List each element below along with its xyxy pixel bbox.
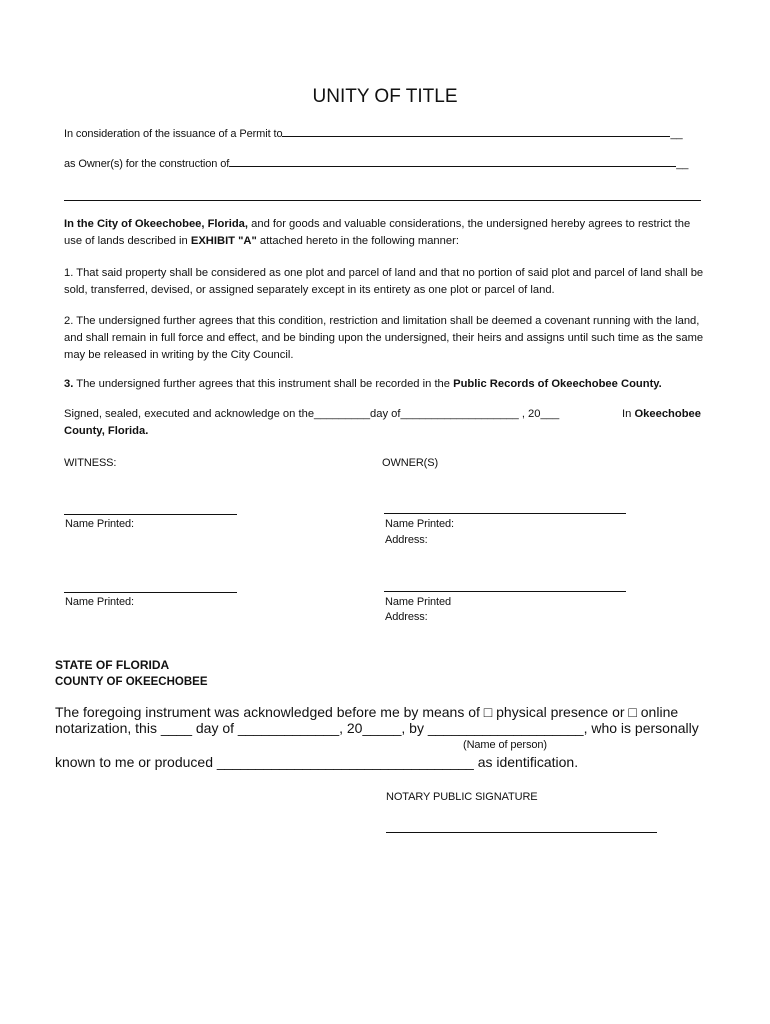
page-title: UNITY OF TITLE (312, 86, 458, 107)
owner-label: OWNER(S) (382, 457, 439, 469)
signed-line[interactable]: Signed, sealed, executed and acknowledge on the_________day of___________________ , 20___ (64, 408, 560, 420)
public-records: Public Records of Okeechobee County. (453, 378, 662, 390)
permit-label: In consideration of the issuance of a Permit to (64, 128, 283, 140)
signed-city: Okeechobee (634, 408, 701, 420)
owner-signature-line-2[interactable] (384, 591, 626, 592)
state-heading: STATE OF FLORIDA (55, 658, 170, 672)
witness-name-printed-2: Name Printed: (65, 596, 135, 608)
notary-line-2[interactable]: notarization, this ____ day of _____________, 20_____, by ____________________, who is personally (55, 720, 699, 736)
construction-blank[interactable] (229, 155, 676, 167)
intro-end: attached hereto in the following manner: (256, 235, 459, 247)
signed-in: In (622, 408, 635, 420)
item-3 (64, 376, 704, 393)
intro-paragraph (64, 216, 704, 250)
item-2: 2. The undersigned further agrees that this condition, restriction and limitation shall be deemed a covenant running with the land, and shall remain in full force and effect, and be binding upon the undersigned, their heirs and assigns until such time as the same may be released in writing by the City Council. (64, 315, 704, 361)
intro-text: and for goods and valuable considerations, the undersigned hereby agrees to restrict the use of lands described in (64, 218, 691, 247)
exhibit-label: EXHIBIT "A" (190, 235, 257, 247)
notary-signature-line[interactable] (386, 832, 657, 833)
construction-label: as Owner(s) for the construction of (64, 158, 230, 170)
permit-tail: __ (670, 128, 683, 140)
item-3-text: The undersigned further agrees that this instrument shall be recorded in the (73, 378, 454, 390)
witness-signature-line-1[interactable] (64, 514, 237, 515)
item-3-number: 3. (64, 378, 74, 390)
permit-blank[interactable] (282, 125, 670, 137)
notary-line-1: The foregoing instrument was acknowledged before me by means of □ physical presence or □ online (55, 704, 679, 720)
owner-address-2: Address: (385, 611, 428, 623)
owner-name-printed-1: Name Printed: (385, 518, 455, 530)
signed-county: County, Florida. (64, 425, 149, 437)
permit-line (64, 125, 683, 140)
notary-signature-label: NOTARY PUBLIC SIGNATURE (386, 791, 538, 803)
construction-line (64, 155, 688, 170)
witness-signature-line-2[interactable] (64, 592, 237, 593)
notary-line-3[interactable]: known to me or produced _________________________________ as identification. (55, 754, 579, 770)
city-name: In the City of Okeechobee, Florida, (64, 218, 249, 230)
construction-tail: __ (676, 158, 689, 170)
owner-signature-line-1[interactable] (384, 513, 626, 514)
county-heading: COUNTY OF OKEECHOBEE (55, 676, 208, 688)
owner-name-printed-2: Name Printed (385, 596, 452, 608)
owner-address-1: Address: (385, 534, 428, 546)
witness-name-printed-1: Name Printed: (65, 518, 135, 530)
signed-place (622, 408, 701, 420)
divider-line[interactable] (64, 200, 701, 201)
name-of-person-label: (Name of person) (463, 739, 547, 751)
item-1: 1. That said property shall be considered as one plot and parcel of land and that no portion of said plot and parcel of land shall be sold, transferred, devised, or assigned separately except in its entirety as one plot or parcel of land. (64, 267, 704, 296)
witness-label: WITNESS: (64, 457, 117, 469)
